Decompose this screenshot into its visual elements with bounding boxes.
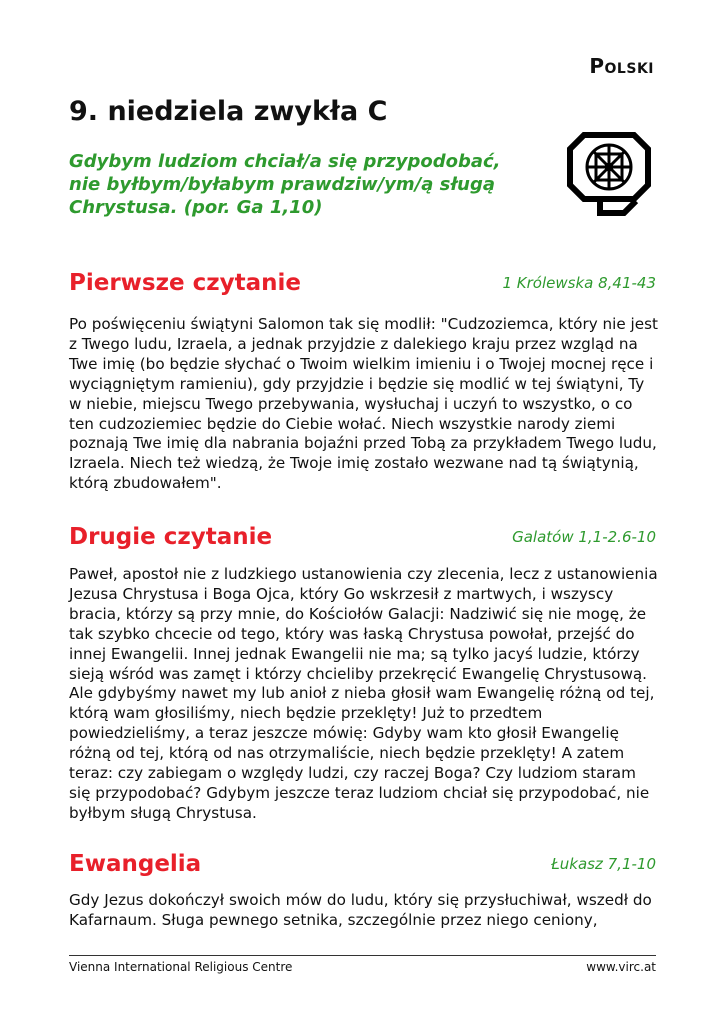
language-label: Polski [589, 54, 654, 78]
section-reference: 1 Królewska 8,41-43 [502, 274, 656, 292]
page-title: 9. niedziela zwykła C [69, 96, 388, 127]
section-header-first-reading [69, 262, 656, 296]
section-reference: Łukasz 7,1-10 [551, 855, 656, 873]
motto-quote: Gdybym ludziom chciał/a się przypodobać, nie byłbym/byłabym prawdziw/ym/ą sługą Chrystusa. (por. Ga 1,10) [69, 151, 501, 218]
section-body-second-reading: Paweł, apostoł nie z ludzkiego ustanowienia czy zlecenia, lecz z ustanowienia Jezusa Chrystusa i Boga Ojca, który Go wskrzesił z martwych, i wszyscy bracia, którzy są przy mnie, do Kościołów Galacji: Nadziwić się nie mogę, że tak szybko chcecie od tego, który was łaską Chrystusa powołał, przejść do innej Ewangelii. Innej jednak Ewangelii nie ma; są tylko jacyś ludzie, którzy sieją wśród was zamęt i którzy chcieliby przekręcić Ewangelię Chrystusową. Ale gdybyśmy nawet my lub anioł z nieba głosił wam Ewangelię różną od tej, którą wam głosiliśmy, niech będzie przeklęty! Już to przedtem powiedzieliśmy, a teraz jeszcze mówię: Gdyby wam kto głosił Ewangelię różną od tej, którą od nas otrzymaliście, niech będzie przeklęty! A zatem teraz: czy zabiegam o względy ludzi, czy raczej Boga? Czy ludziom staram się przypodobać? Gdybym jeszcze teraz ludziom chciał się przypodobać, nie byłbym sługą Chrystusa. [69, 565, 658, 822]
interfaith-cross-emblem-icon [564, 127, 654, 217]
section-title: Ewangelia [69, 851, 202, 877]
section-title: Pierwsze czytanie [69, 270, 301, 296]
footer-website-link[interactable]: www.virc.at [586, 960, 656, 974]
section-body-gospel: Gdy Jezus dokończył swoich mów do ludu, który się przysłuchiwał, wszedł do Kafarnaum. Sługa pewnego setnika, szczególnie przez niego ceniony, [69, 891, 652, 929]
section-reference: Galatów 1,1-2.6-10 [512, 528, 656, 546]
footer-divider [69, 955, 656, 956]
section-body-first-reading: Po poświęceniu świątyni Salomon tak się modlił: "Cudzoziemca, który nie jest z Twego ludu, Izraela, a jednak przyjdzie z dalekiego kraju przez wzgląd na Twe imię (bo będzie słychać o Twoim wielkim imieniu i o Twojej mocnej ręce i wyciągniętym ramieniu), gdy przyjdzie i będzie się modlić w tej świątyni, Ty w niebie, miejscu Twego przebywania, wysłuchaj i uczyń to wszystko, o co ten cudzoziemiec będzie do Ciebie wołać. Niech wszystkie narody ziemi poznają Twe imię dla nabrania bojaźni przed Tobą za przykładem Twego ludu, Izraela. Niech też wiedzą, że Twoje imię zostało wezwane nad tą świątynią, którą zbudowałem". [69, 315, 658, 493]
section-header-second-reading [69, 516, 656, 550]
section-title: Drugie czytanie [69, 524, 273, 550]
footer-organization: Vienna International Religious Centre [69, 960, 293, 974]
section-header-gospel [69, 843, 656, 877]
